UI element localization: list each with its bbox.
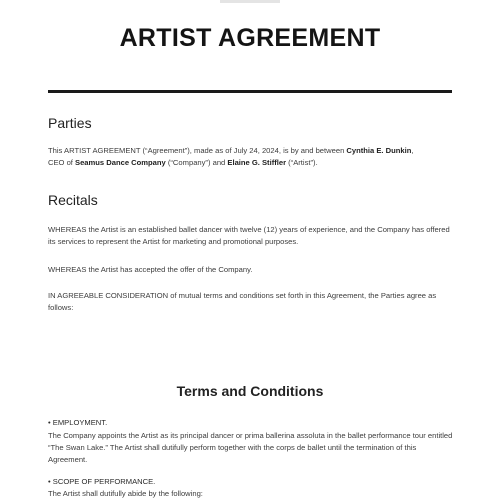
- recitals-paragraph-2: WHEREAS the Artist has accepted the offer of the Company.: [48, 265, 253, 274]
- party-2-name: Elaine G. Stiffler: [227, 158, 287, 167]
- parties-paragraph: [48, 145, 454, 169]
- parties-text-5: (“Artist”).: [286, 158, 318, 167]
- parties-text-3: CEO of: [48, 158, 76, 167]
- parties-text-2: ,: [411, 146, 414, 155]
- employment-title: • EMPLOYMENT.: [48, 418, 108, 427]
- recitals-paragraph-3: IN AGREEABLE CONSIDERATION of mutual terms and conditions set forth in this Agreement, the Parties agree as follows:: [48, 291, 437, 312]
- document-title: ARTIST AGREEMENT: [119, 24, 381, 52]
- recitals-paragraph-1: WHEREAS the Artist is an established ballet dancer with twelve (12) years of experience, and the Company has offered its services to represent the Artist for marketing and promotional purposes.: [48, 225, 450, 246]
- scope-title: • SCOPE OF PERFORMANCE.: [48, 477, 156, 486]
- title-divider: [48, 90, 452, 93]
- recitals-heading: Recitals: [48, 192, 98, 208]
- parties-text-1: This ARTIST AGREEMENT (“Agreement”), made as of July 24, 2024, is by and between: [48, 146, 347, 155]
- top-edge-mark: [220, 0, 280, 3]
- employment-text: The Company appoints the Artist as its principal dancer or prima ballerina assoluta in the ballet performance tour entitled “The Swan Lake.” The Artist shall dutifully perform together with the corps de ballet until the termination of this Agreement.: [48, 431, 453, 464]
- scope-text: The Artist shall dutifully abide by the following:: [48, 489, 203, 498]
- parties-text-4: (“Company”) and: [165, 158, 228, 167]
- party-1-name: Cynthia E. Dunkin: [346, 146, 412, 155]
- terms-heading: Terms and Conditions: [176, 383, 324, 399]
- company-name: Seamus Dance Company: [75, 158, 166, 167]
- parties-heading: Parties: [48, 115, 92, 131]
